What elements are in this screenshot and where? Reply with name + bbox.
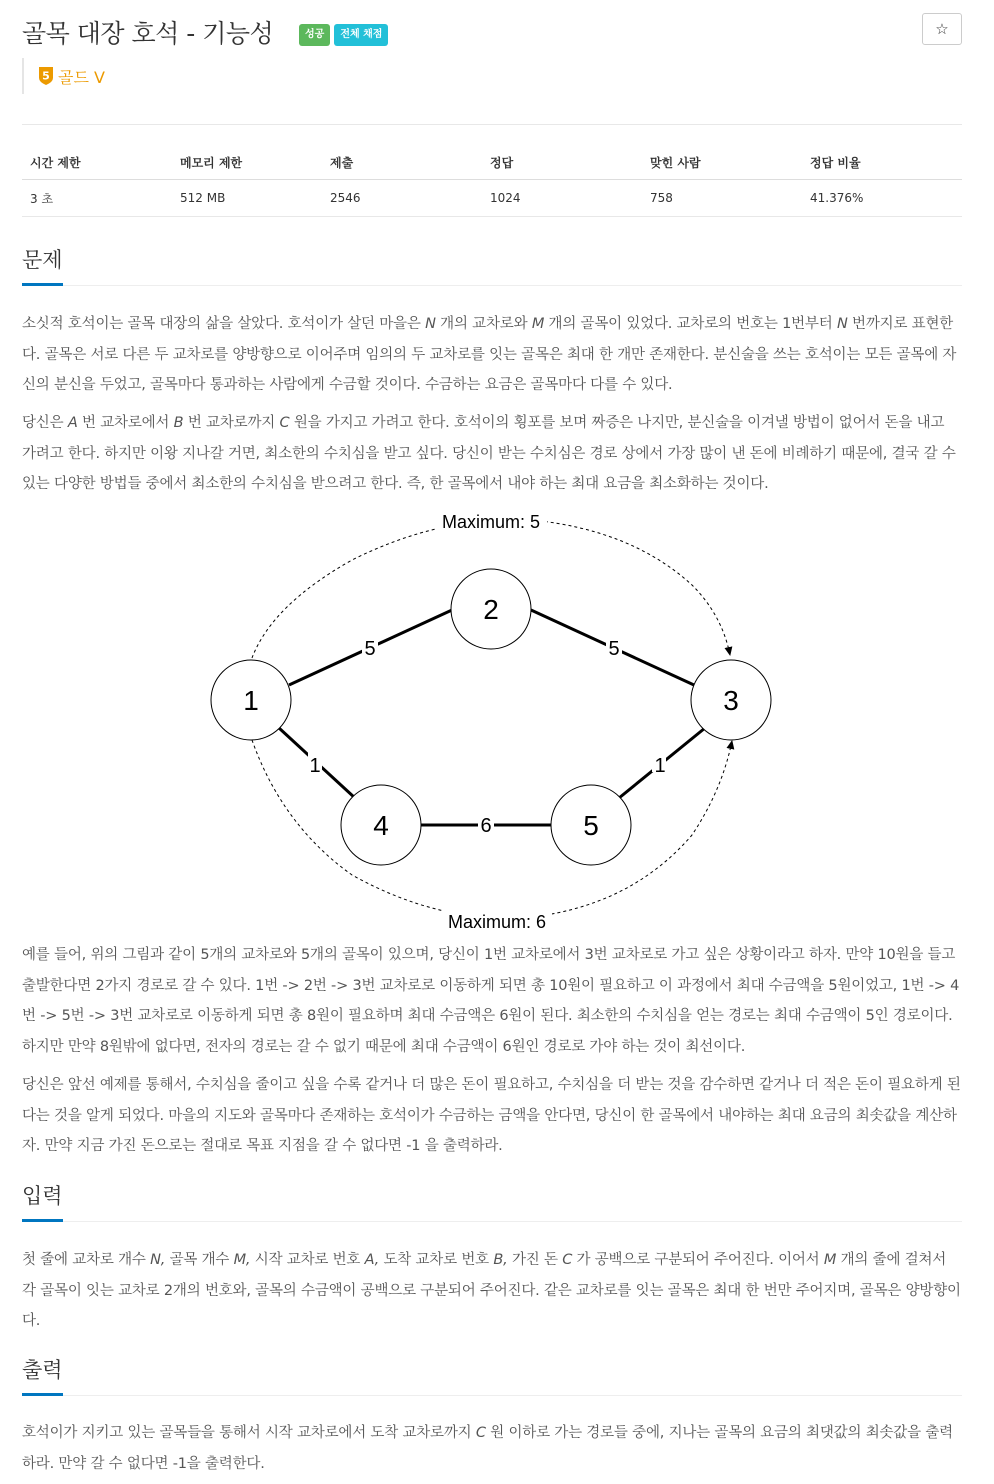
max-label-top: Maximum: 5 [441,512,541,532]
node-label: 4 [373,810,389,841]
table-header-cell: 메모리 제한 [180,155,243,170]
section-title: 출력 [22,1356,63,1396]
title-row [22,10,962,50]
tier-row [22,58,105,94]
output-description: 호석이가 지키고 있는 골목들을 통해서 시작 교차로에서 도착 교차로까지 C 원 이하로 가는 경로들 중에, 지나는 골목의 요금의 최댓값의 최솟값을 출력하라. 만약 갈 수 없다면 -1을 출력한다. [22,1425,953,1472]
problem-paragraph-4: 당신은 앞선 예제를 통해서, 수치심을 줄이고 싶을 수록 같거나 더 많은 돈이 필요하고, 수치심을 더 받는 것을 감수하면 같거나 더 적은 돈이 필요하게 된다는 것을 알게 되었다. 마을의 지도와 골목마다 존재하는 호석이가 수금하는 금액을 안다면, 당신이 한 골목에서 내야하는 최대 요금의 최솟값을 계산하자. 만약 지금 가진 돈으로는 절대로 목표 지점을 갈 수 없다면 -1 을 출력하라. [22,1077,961,1154]
divider [22,124,962,125]
badge-group [299,24,388,46]
table-header-cell: 맞힌 사람 [650,155,701,170]
input-section-heading [22,1182,962,1222]
table-header-row [22,145,962,180]
time-limit-value: 3 초 [30,191,54,206]
solvers-value: 758 [650,191,673,205]
node-label: 3 [723,685,739,716]
problem-paragraph-3: 예를 들어, 위의 그림과 같이 5개의 교차로와 5개의 골목이 있으며, 당신이 1번 교차로에서 3번 교차로로 가고 싶은 상황이라고 하자. 만약 10원을 들고 출발한다면 2가지 경로로 갈 수 있다. 1번 -> 2번 -> 3번 교차로로 이동하게 되면 총 10원이 필요하고 이 과정에서 최대 수금액을 5원이었고, 1번 -> 4번 -> 5번 -> 3번 교차로로 이동하게 되면 총 8원이 필요하며 최대 수금액은 6원이 된다. 최소한의 수치심을 얻는 경로는 최대 수금액이 5인 경로이다. 하지만 만약 8원밖에 없다면, 전자의 경로는 갈 수 없기 때문에 최대 수금액이 6원인 경로로 가야 하는 것이 최선이다. [22,947,960,1055]
star-icon: ☆ [935,20,949,38]
submissions-value: 2546 [330,191,361,205]
node-label: 2 [483,594,499,625]
grading-badge[interactable]: 전체 채점 [334,24,388,46]
table-header-cell: 제출 [330,155,354,170]
graph-svg [22,505,962,935]
graph-figure [22,505,962,935]
problem-info-table [22,145,962,217]
problem-section-heading [22,246,962,286]
success-badge[interactable]: 성공 [299,24,330,46]
edge-weight-label: 6 [480,815,492,837]
edge-weight-label: 5 [364,638,376,660]
edge-weight-label: 5 [608,638,620,660]
section-title: 입력 [22,1182,63,1222]
table-header-cell: 시간 제한 [30,155,81,170]
output-section-heading [22,1356,962,1396]
max-label-bottom: Maximum: 6 [447,912,547,932]
table-row [22,180,962,217]
favorite-star-button[interactable] [922,13,962,45]
problem-paragraph-2: 당신은 A 번 교차로에서 B 번 교차로까지 C 원을 가지고 가려고 한다. 호석이의 횡포를 보며 짜증은 나지만, 분신술을 이겨낼 방법이 없어서 돈을 내고 가려고 한다. 하지만 이왕 지나갈 거면, 최소한의 수치심을 받고 싶다. 당신이 받는 수치심은 경로 상에서 가장 많이 낸 돈에 비례하기 때문에, 결국 갈 수 있는 다양한 방법들 중에서 최소한의 수치심을 받으려고 한다. 즉, 한 골목에서 내야 하는 최대 요금을 최소화하는 것이다. [22,415,956,492]
accepted-value: 1024 [490,191,521,205]
page-title: 골목 대장 호석 - 기능성 [22,19,274,48]
accuracy-value: 41.376% [810,191,864,205]
node-label: 5 [583,810,599,841]
input-description: 첫 줄에 교차로 개수 N, 골목 개수 M, 시작 교차로 번호 A, 도착 교차로 번호 B, 가진 돈 C 가 공백으로 구분되어 주어진다. 이어서 M 개의 줄에 걸쳐서 각 골목이 잇는 교차로 2개의 번호와, 골목의 수금액이 공백으로 구분되어 주어진다. 같은 교차로를 잇는 골목은 최대 한 번만 주어지며, 골목은 양방향이다. [22,1252,961,1329]
table-header-cell: 정답 [490,155,514,170]
tier-number: 5 [42,69,50,83]
table-header-cell: 정답 비율 [810,155,861,170]
tier-shield-icon [38,66,54,86]
edge-weight-label: 1 [309,755,321,777]
problem-paragraph-1: 소싯적 호석이는 골목 대장의 삶을 살았다. 호석이가 살던 마을은 N 개의 교차로와 M 개의 골목이 있었다. 교차로의 번호는 1번부터 N 번까지로 표현한다. 골목은 서로 다른 두 교차로를 양방향으로 이어주며 임의의 두 교차로를 잇는 골목은 최대 한 개만 존재한다. 분신술을 쓰는 호석이는 모든 골목에 자신의 분신을 두었고, 골목마다 통과하는 사람에게 수금할 것이다. 수금하는 요금은 골목마다 다를 수 있다. [22,316,957,393]
edge-weight-label: 1 [654,755,666,777]
tier-label-link[interactable]: 골드 V [58,67,105,87]
section-title: 문제 [22,246,63,286]
node-label: 1 [243,685,259,716]
memory-limit-value: 512 MB [180,191,226,205]
